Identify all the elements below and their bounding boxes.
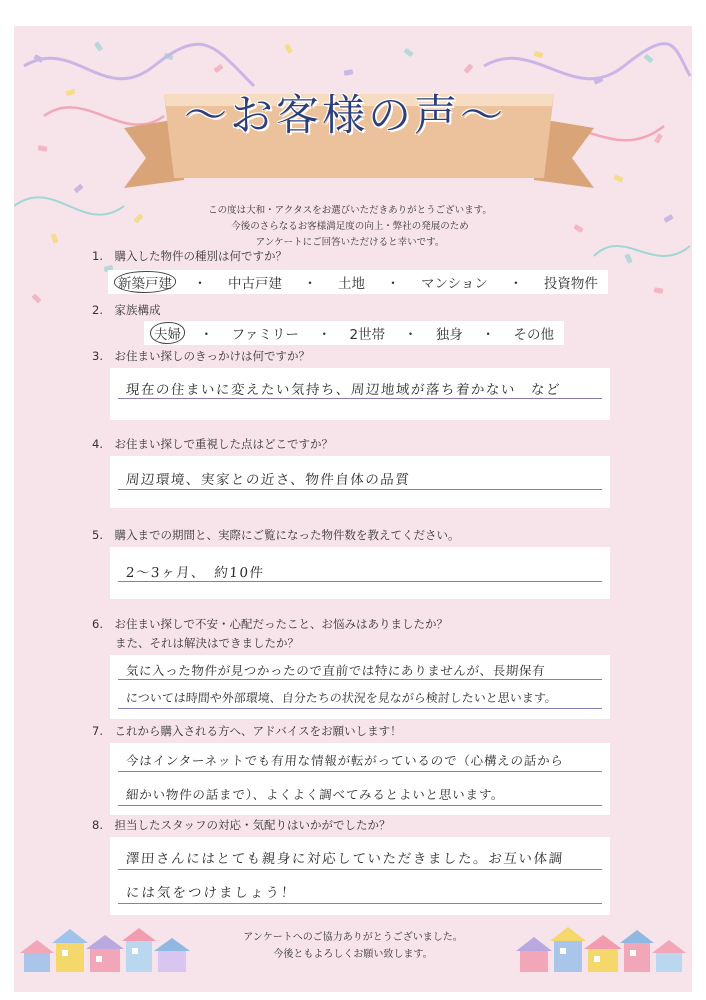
footer-line-2: 今後ともよろしくお願い致します。 [273, 949, 433, 960]
option-land: 土地 [338, 276, 365, 292]
answer-rule [118, 805, 602, 806]
option-new-house: 新築戸建 [114, 271, 176, 293]
question-6-answer-box [110, 655, 610, 719]
intro-line-3: アンケートにご回答いただけると幸いです。 [255, 237, 445, 248]
question-5-label: 5. 購入までの期間と、実際にご覧になった物件数を教えてください。 [92, 528, 460, 542]
survey-sheet [14, 26, 692, 992]
question-8-label: 8. 担当したスタッフの対応・気配りはいかがでしたか？ [92, 818, 391, 832]
option-separator: ・ [303, 276, 317, 292]
question-8-answer-box [110, 837, 610, 915]
question-5-answer-box [110, 547, 610, 599]
question-4-answer: 周辺環境、実家との近さ、物件自体の品質 [125, 472, 411, 488]
question-5-answer: 2～3ヶ月、 約10件 [125, 565, 266, 581]
option-couple: 夫婦 [150, 322, 185, 344]
footer-line-1: アンケートへのご協力ありがとうございました。 [243, 932, 463, 943]
answer-rule [118, 771, 602, 772]
option-mansion: マンション [421, 276, 488, 292]
option-separator: ・ [193, 276, 207, 292]
answer-rule [118, 903, 602, 904]
footer-thanks [160, 929, 546, 963]
answer-rule [118, 679, 602, 680]
option-investment: 投資物件 [543, 276, 598, 292]
option-separator: ・ [509, 276, 523, 292]
question-8-answer-line-2: には気をつけましょう！ [125, 885, 297, 901]
question-6-answer-line-2: については時間や外部環境、自分たちの状況を見ながら検討したいと思います。 [125, 691, 558, 705]
intro-line-1: この度は大和・アクタスをお選びいただきありがとうございます。 [208, 205, 492, 216]
option-family: ファミリー [231, 327, 299, 343]
answer-rule [118, 489, 602, 490]
option-used-house: 中古戸建 [228, 276, 282, 292]
question-8-answer-line-1: 澤田さんにはとても親身に対応していただきました。お互い体調 [125, 851, 565, 867]
option-single: 独身 [435, 327, 463, 343]
option-separator: ・ [386, 276, 400, 292]
intro-text [140, 203, 560, 251]
question-6-label-1: 6. お住まい探しで不安・心配だったこと、お悩みはありましたか？ [92, 617, 448, 631]
answer-rule [118, 581, 602, 582]
banner-title: ～お客様の声～ [184, 91, 506, 141]
question-7-label: 7. これから購入される方へ、アドバイスをお願いします！ [92, 724, 402, 738]
option-separator: ・ [199, 327, 214, 343]
question-2-label: 2. 家族構成 [92, 303, 161, 317]
question-3-answer: 現在の住まいに変えたい気持ち、周辺地域が落ち着かない など [125, 382, 562, 398]
question-7-answer-box [110, 743, 610, 815]
option-separator: ・ [481, 327, 495, 343]
answer-rule [118, 708, 602, 709]
question-1-label: 1. 購入した物件の種別は何ですか？ [92, 249, 287, 263]
answer-rule [118, 869, 602, 870]
option-separator: ・ [317, 327, 331, 343]
option-two-generation: 2世帯 [349, 327, 386, 343]
question-1-options [108, 270, 608, 294]
answer-rule [118, 398, 602, 399]
option-other: その他 [513, 327, 554, 343]
question-6-label-2: また、それは解決はできましたか？ [92, 636, 299, 650]
question-4-answer-box [110, 456, 610, 508]
question-4-label: 4. お住まい探しで重視した点はどこですか？ [92, 437, 333, 451]
question-7-answer-line-1: 今はインターネットでも有用な情報が転がっているので（心構えの話から [125, 753, 565, 768]
option-separator: ・ [403, 327, 418, 343]
intro-line-2: 今後のさらなるお客様満足度の向上・弊社の発展のため [231, 221, 469, 232]
question-2-options [144, 321, 564, 345]
question-7-answer-line-2: 細かい物件の話まで）、よくよく調べてみるとよいと思います。 [125, 787, 505, 802]
question-3-answer-box [110, 368, 610, 420]
question-3-label: 3. お住まい探しのきっかけは何ですか？ [92, 349, 310, 363]
question-6-answer-line-1: 気に入った物件が見つかったので直前では特にありませんが、長期保有 [125, 663, 546, 678]
